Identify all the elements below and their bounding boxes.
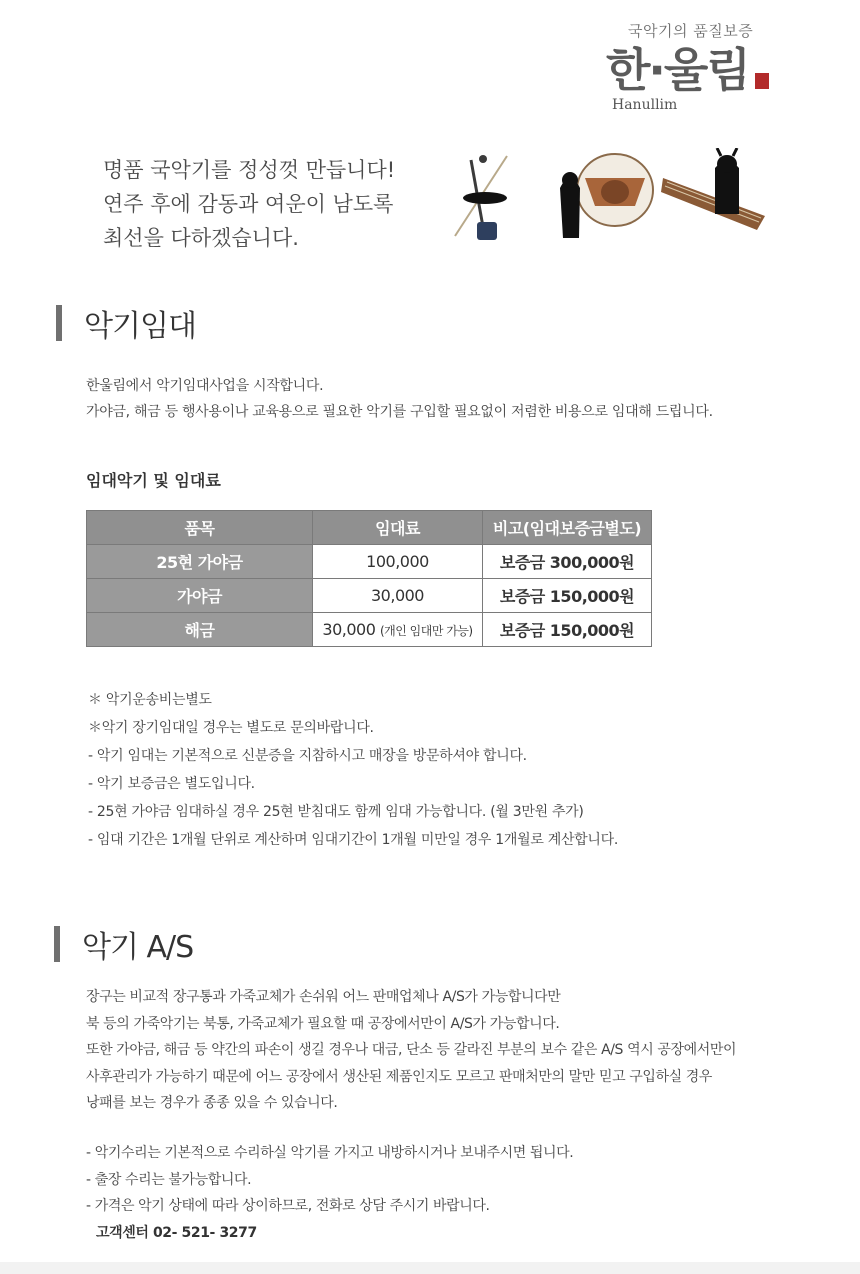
rental-heading: [56, 301, 196, 345]
header-note: 비고(임대보증금별도): [483, 511, 652, 545]
note-item: ＊ 악기운송비는별도: [88, 692, 212, 708]
rental-description: [86, 373, 713, 425]
note-item: - 25현 가야금 임대하실 경우 25현 받침대도 함께 임대 가능합니다. (월 3만원 추가): [88, 804, 584, 820]
footer-strip: [0, 1262, 860, 1274]
brand-logo: [606, 20, 796, 113]
haegeum-icon: [455, 155, 507, 240]
cell-item: 가야금: [87, 579, 313, 613]
fee-value: 100,000: [366, 552, 429, 571]
as-desc-line: 장구는 비교적 장구통과 가죽교체가 손쉬워 어느 판매업체나 A/S가 가능합니다만: [86, 989, 561, 1005]
rental-title: 악기임대: [84, 309, 196, 344]
note-item: - 출장 수리는 불가능합니다.: [86, 1171, 252, 1188]
cell-item: 25현 가야금: [87, 545, 313, 579]
fee-value: 30,000: [371, 586, 424, 605]
cell-note: 보증금 150,000원: [483, 613, 652, 647]
cell-note: 보증금 300,000원: [483, 545, 652, 579]
as-desc-line: 사후관리가 가능하기 때문에 어느 공장에서 생산된 제품인지도 모르고 판매처만의 말만 믿고 구입하실 경우: [86, 1068, 713, 1085]
rental-notes: [88, 686, 618, 854]
heading-bar: [56, 305, 62, 341]
intro-line: 연주 후에 감동과 여운이 남도록: [103, 192, 394, 216]
customer-center: 고객센터 02- 521- 3277: [96, 1224, 257, 1241]
note-item: - 악기 보증금은 별도입니다.: [88, 776, 255, 792]
as-desc-line: 또한 가야금, 해금 등 약간의 파손이 생길 경우나 대금, 단소 등 갈라진 부분의 보수 같은 A/S 역시 공장에서만이: [86, 1042, 737, 1058]
note-item: - 임대 기간은 1개월 단위로 계산하며 임대기간이 1개월 미만일 경우 1개월로 계산합니다.: [88, 832, 618, 848]
rental-table: [86, 510, 652, 647]
as-title: 악기 A/S: [82, 930, 194, 965]
as-desc-line: 낭패를 보는 경우가 종종 있을 수 있습니다.: [86, 1095, 338, 1111]
janggu-icon: [560, 154, 653, 238]
gayageum-icon: [661, 148, 765, 230]
note-item: ＊악기 장기임대일 경우는 별도로 문의바랍니다.: [88, 720, 374, 736]
cell-note: 보증금 150,000원: [483, 579, 652, 613]
fee-value: 30,000: [322, 620, 376, 639]
fee-note: (개인 임대만 가능): [379, 624, 473, 638]
logo-korean: 한·울림: [606, 43, 749, 97]
intro-line: 최선을 다하겠습니다.: [103, 226, 299, 250]
header-item: 품목: [87, 511, 313, 545]
logo-english: Hanullim: [612, 97, 678, 113]
as-notes: [86, 1140, 573, 1246]
instruments-illustration: [445, 148, 775, 248]
rental-table-title: 임대악기 및 임대료: [86, 471, 221, 490]
rental-desc-line: 한울림에서 악기임대사업을 시작합니다.: [86, 378, 324, 394]
rental-desc-line: 가야금, 해금 등 행사용이나 교육용으로 필요한 악기를 구입할 필요없이 저렴한 비용으로 임대해 드립니다.: [86, 404, 713, 420]
cell-fee: [313, 613, 483, 647]
note-item: - 가격은 악기 상태에 따라 상이하므로, 전화로 상담 주시기 바랍니다.: [86, 1198, 490, 1214]
table-row: [87, 579, 652, 613]
brand-slogan: 국악기의 품질보증: [628, 22, 754, 40]
logo-row: [606, 45, 796, 95]
seal-icon: [755, 73, 769, 89]
cell-item: 해금: [87, 613, 313, 647]
as-description: [86, 984, 736, 1117]
heading-bar: [54, 926, 60, 962]
intro-text: [103, 153, 395, 255]
table-row: [87, 545, 652, 579]
intro-line: 명품 국악기를 정성껏 만듭니다!: [103, 158, 396, 182]
cell-fee: [313, 579, 483, 613]
cell-fee: [313, 545, 483, 579]
table-header-row: [87, 511, 652, 545]
note-item: - 악기수리는 기본적으로 수리하실 악기를 가지고 내방하시거나 보내주시면 됩니다.: [86, 1145, 574, 1161]
note-item: - 악기 임대는 기본적으로 신분증을 지참하시고 매장을 방문하셔야 합니다.: [88, 748, 527, 764]
header-fee: 임대료: [313, 511, 483, 545]
as-heading: [54, 922, 193, 966]
as-desc-line: 북 등의 가죽악기는 북통, 가죽교체가 필요할 때 공장에서만이 A/S가 가능합니다.: [86, 1015, 560, 1032]
table-row: [87, 613, 652, 647]
